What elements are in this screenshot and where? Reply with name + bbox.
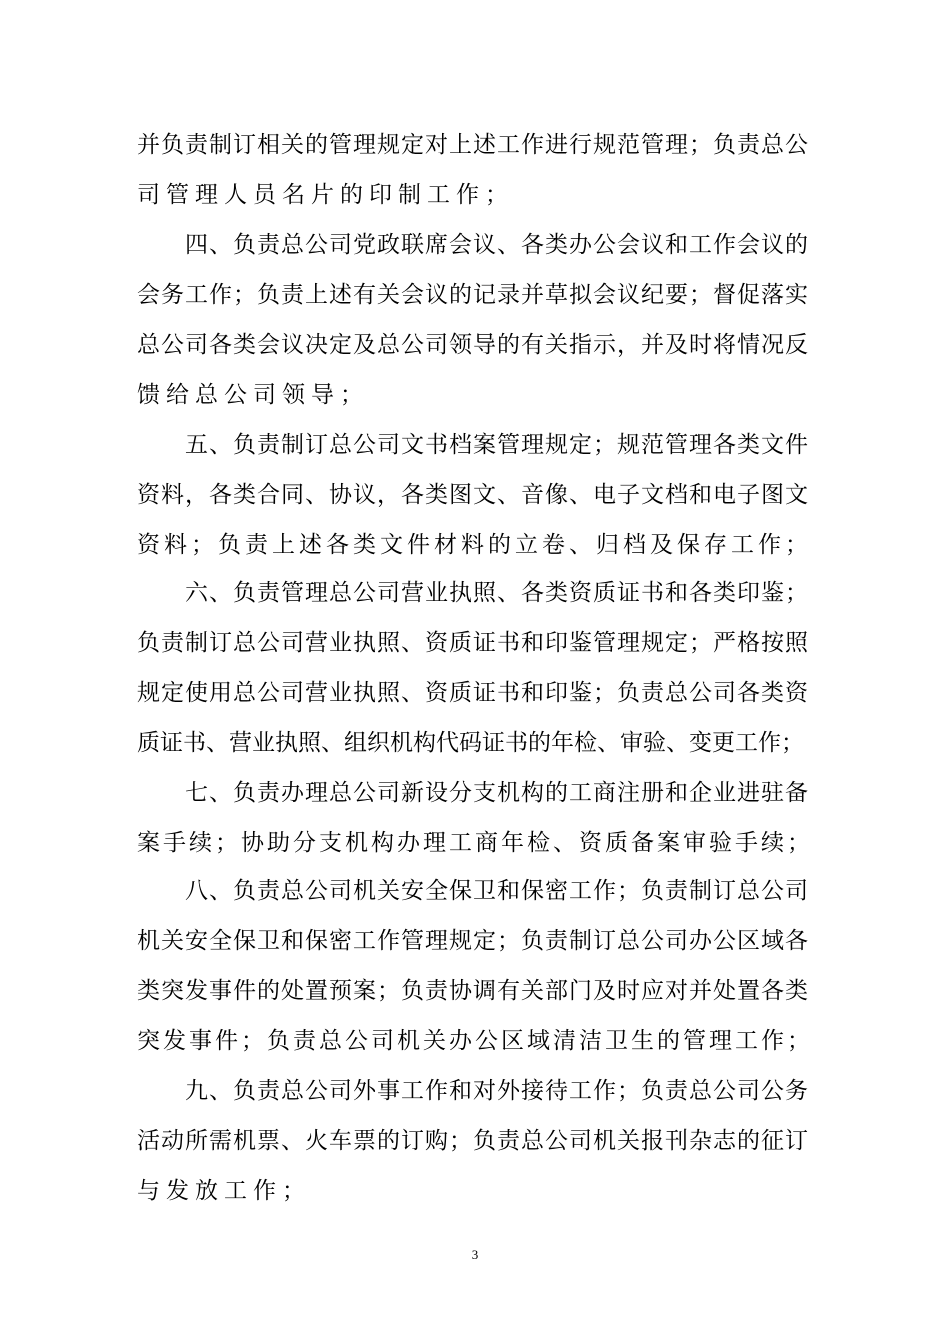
text-line: 机关安全保卫和保密工作管理规定；负责制订总公司办公区域各: [137, 928, 809, 954]
text-line: 负责制订总公司营业执照、资质证书和印鉴管理规定；严格按照: [137, 630, 809, 656]
text-line: 案手续；协助分支机构办理工商年检、资质备案审验手续；: [137, 830, 813, 856]
text-line: 活动所需机票、火车票的订购；负责总公司机关报刊杂志的征订: [137, 1128, 809, 1154]
text-line: 总公司各类会议决定及总公司领导的有关指示，并及时将情况反: [137, 332, 809, 358]
text-line: 馈给总公司领导；: [137, 382, 369, 408]
text-line: 质证书、营业执照、组织机构代码证书的年检、审验、变更工作；: [137, 730, 804, 756]
paragraph-item-6-start: 六、负责管理总公司营业执照、各类资质证书和各类印鉴；: [185, 580, 809, 606]
text-line: 突发事件；负责总公司机关办公区域清洁卫生的管理工作；: [137, 1028, 813, 1054]
paragraph-item-8-start: 八、负责总公司机关安全保卫和保密工作；负责制订总公司: [185, 878, 809, 904]
paragraph-item-4-start: 四、负责总公司党政联席会议、各类办公会议和工作会议的: [185, 232, 809, 258]
text-line: 并负责制订相关的管理规定对上述工作进行规范管理；负责总公: [137, 132, 809, 158]
text-line: 司管理人员名片的印制工作；: [137, 182, 514, 208]
paragraph-item-7-start: 七、负责办理总公司新设分支机构的工商注册和企业进驻备: [185, 780, 809, 806]
text-line: 类突发事件的处置预案；负责协调有关部门及时应对并处置各类: [137, 978, 809, 1004]
paragraph-item-9-start: 九、负责总公司外事工作和对外接待工作；负责总公司公务: [185, 1078, 809, 1104]
text-line: 会务工作；负责上述有关会议的记录并草拟会议纪要；督促落实: [137, 282, 809, 308]
text-line: 资料，各类合同、协议，各类图文、音像、电子文档和电子图文: [137, 482, 809, 508]
text-line: 资料；负责上述各类文件材料的立卷、归档及保存工作；: [137, 532, 812, 558]
page-number: 3: [471, 1247, 479, 1262]
text-line: 规定使用总公司营业执照、资质证书和印鉴；负责总公司各类资: [137, 680, 809, 706]
paragraph-item-5-start: 五、负责制订总公司文书档案管理规定；规范管理各类文件: [185, 432, 809, 458]
text-line: 与发放工作；: [137, 1178, 311, 1204]
